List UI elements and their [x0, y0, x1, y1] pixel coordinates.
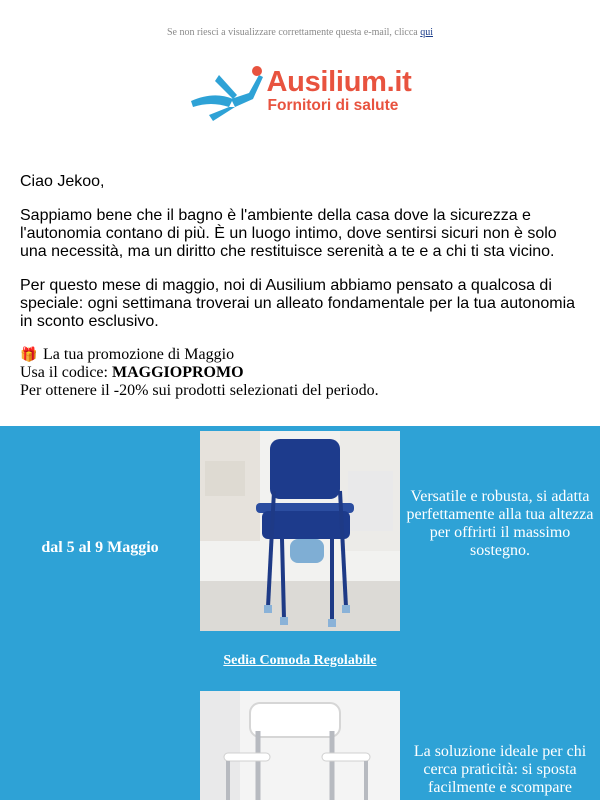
shower-chair-photo [200, 691, 400, 800]
logo-tagline: Fornitori di salute [267, 97, 399, 114]
offer-description: La soluzione ideale per chi cerca praticità: si sposta facilmente e scompare [413, 743, 587, 796]
product-image-commode-chair[interactable] [200, 431, 400, 631]
offer-row [0, 686, 600, 800]
offer-period: dal 5 al 9 Maggio [41, 538, 159, 556]
preheader-text: Se non riesci a visualizzare correttamente questa e-mail, clicca [167, 27, 421, 38]
promo-box [0, 346, 600, 400]
commode-chair-photo [200, 431, 400, 631]
promo-code-label: Usa il codice: [20, 364, 112, 381]
logo-area [0, 65, 600, 135]
gift-icon: 🎁 [20, 347, 38, 363]
promo-code: MAGGIOPROMO [111, 364, 244, 381]
logo-name: Ausilium.it [266, 66, 412, 98]
logo-figure-icon [189, 65, 267, 125]
logo-wordmark [267, 67, 412, 115]
offer-row [0, 426, 600, 686]
view-online-link[interactable]: qui [420, 27, 433, 38]
intro-paragraph-2: Per questo mese di maggio, noi di Ausilium abbiamo pensato a qualcosa di speciale: ogni settimana troverai un alleato fondamentale per la tua autonomia in sconto esclusivo. [20, 277, 576, 330]
promo-detail: Per ottenere il -20% sui prodotti selezionati del periodo. [20, 382, 379, 399]
promo-title-line [20, 346, 580, 364]
greeting: Ciao Jekoo, [20, 173, 105, 190]
promo-title: La tua promozione di Maggio [43, 346, 235, 363]
offer-description: Versatile e robusta, si adatta perfettamente alla tua altezza per offrirti il massimo sostegno. [406, 488, 594, 559]
product-image-shower-chair[interactable] [200, 691, 400, 800]
preheader [0, 0, 600, 41]
offers-band [0, 426, 600, 800]
intro [0, 173, 600, 331]
product-link-commode-chair[interactable]: Sedia Comoda Regolabile [223, 653, 377, 668]
promo-code-line [20, 364, 580, 382]
logo[interactable] [189, 65, 412, 135]
intro-paragraph-1: Sappiamo bene che il bagno è l'ambiente della casa dove la sicurezza e l'autonomia contano di più. È un luogo intimo, dove sentirsi sicuri non è solo una necessità, ma un diritto che restituisce serenità a te e a chi ti sta vicino. [20, 207, 557, 260]
